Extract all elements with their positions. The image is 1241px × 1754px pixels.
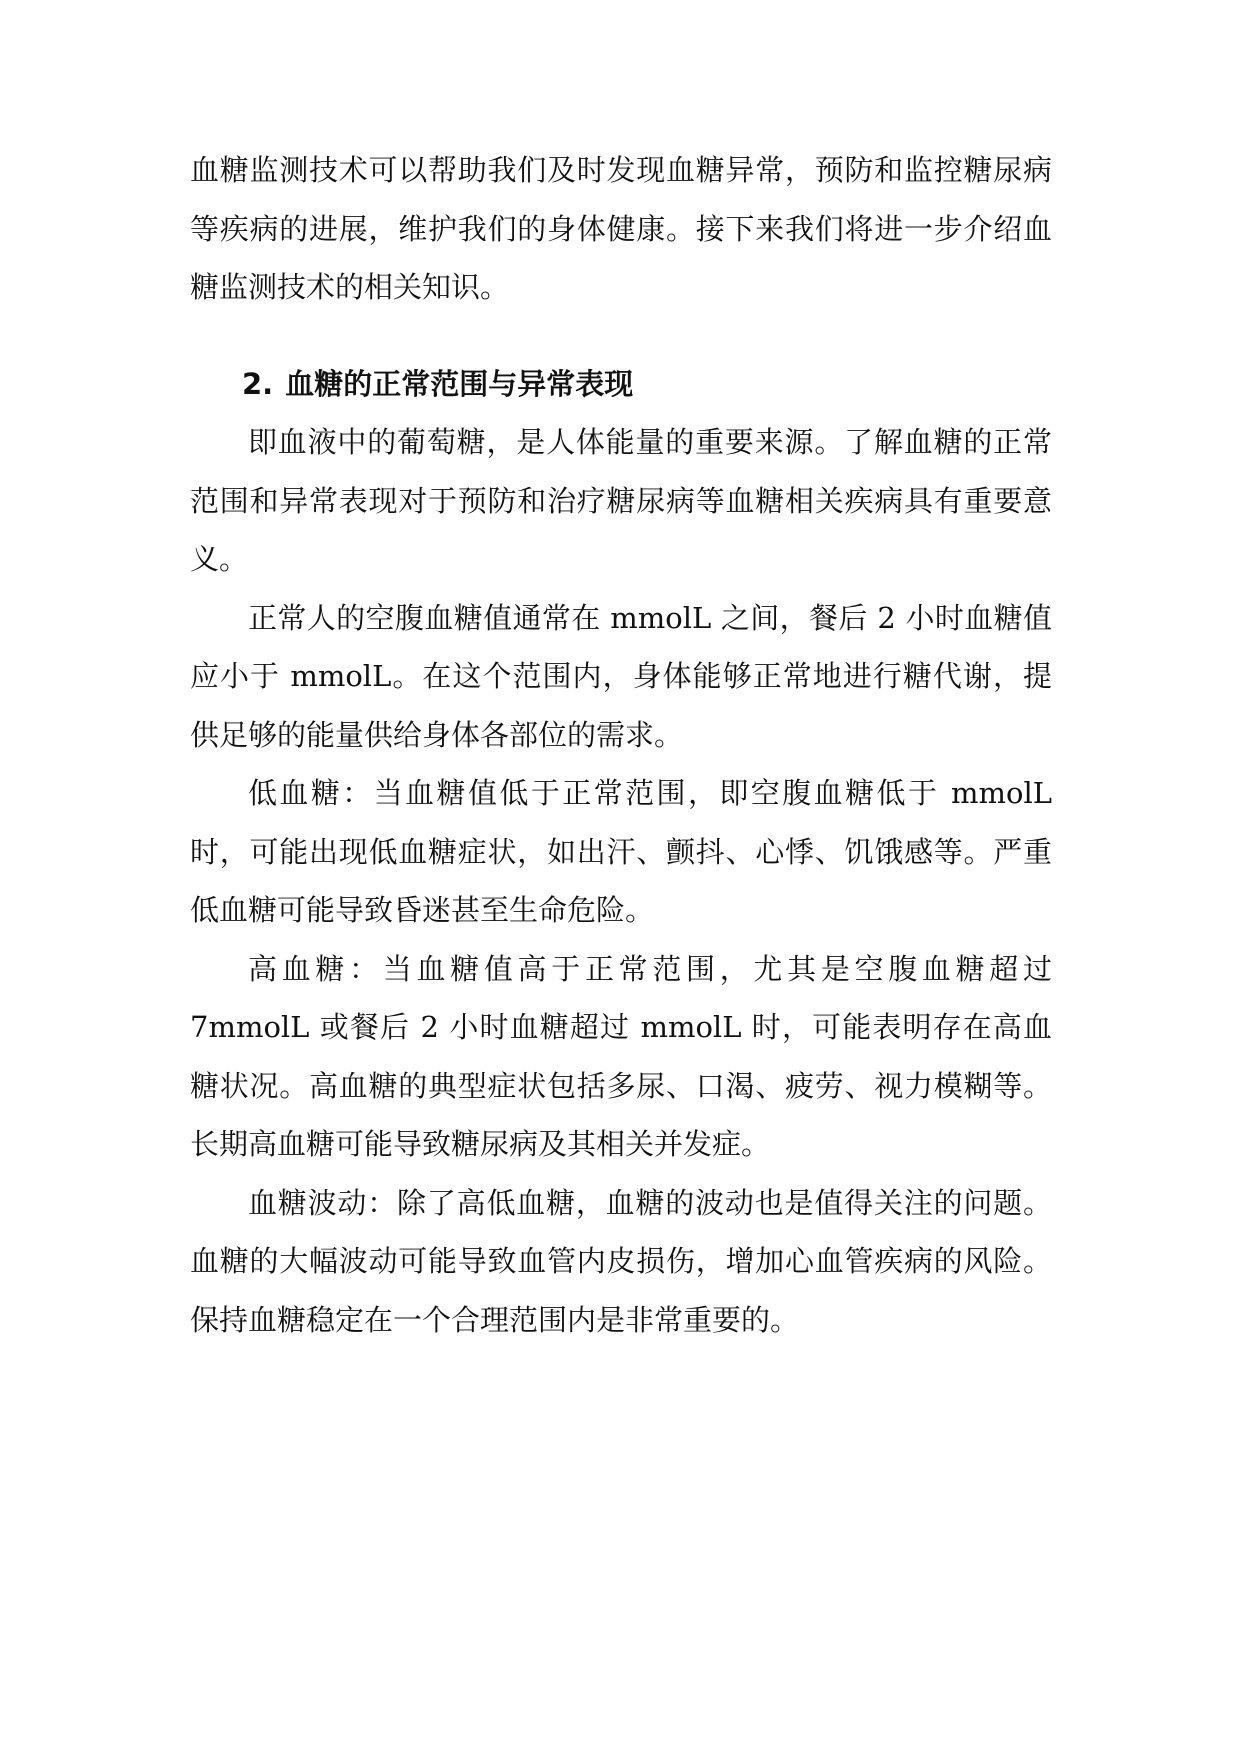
paragraph-hyperglycemia: 高血糖：当血糖值高于正常范围，尤其是空腹血糖超过 7mmolL 或餐后 2 小时血糖超过 mmolL 时，可能表明存在高血糖状况。高血糖的典型症状包括多尿、口渴、疲劳、视力模糊等。长期高血糖可能导致糖尿病及其相关并发症。 bbox=[190, 951, 1052, 1161]
paragraph-hypoglycemia: 低血糖：当血糖值低于正常范围，即空腹血糖低于 mmolL 时，可能出现低血糖症状，如出汗、颤抖、心悸、饥饿感等。严重低血糖可能导致昏迷甚至生命危险。 bbox=[190, 776, 1052, 927]
section-title: 血糖的正常范围与异常表现 bbox=[285, 366, 634, 401]
document-body bbox=[190, 141, 1052, 1349]
intro-paragraph: 血糖监测技术可以帮助我们及时发现血糖异常，预防和监控糖尿病等疾病的进展，维护我们的身体健康。接下来我们将进一步介绍血糖监测技术的相关知识。 bbox=[190, 153, 1052, 304]
paragraph-normal-range: 正常人的空腹血糖值通常在 mmolL 之间，餐后 2 小时血糖值应小于 mmolL。在这个范围内，身体能够正常地进行糖代谢，提供足够的能量供给身体各部位的需求。 bbox=[190, 600, 1052, 752]
section-heading bbox=[190, 355, 1052, 414]
paragraph-fluctuation: 血糖波动：除了高低血糖，血糖的波动也是值得关注的问题。血糖的大幅波动可能导致血管内皮损伤，增加心血管疾病的风险。保持血糖稳定在一个合理范围内是非常重要的。 bbox=[190, 1185, 1052, 1337]
section-number: 2. bbox=[242, 366, 274, 401]
paragraph-blood-sugar-definition: 即血液中的葡萄糖，是人体能量的重要来源。了解血糖的正常范围和异常表现对于预防和治疗糖尿病等血糖相关疾病具有重要意义。 bbox=[190, 425, 1052, 576]
